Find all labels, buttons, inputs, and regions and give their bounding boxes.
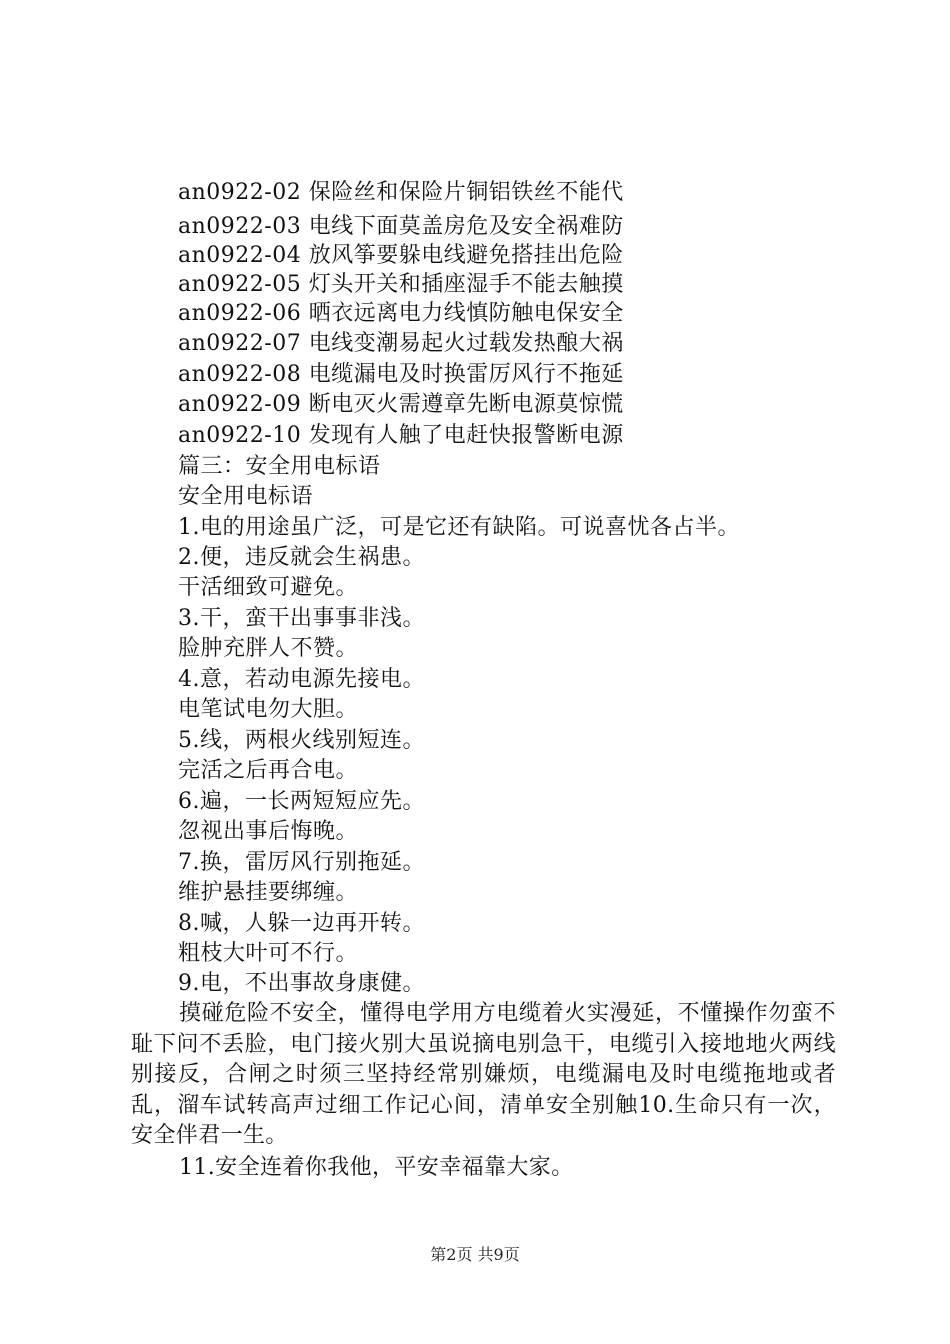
slogan-line: 忽视出事后悔晚。 xyxy=(178,819,359,844)
slogan-line: 9.电，不出事故身康健。 xyxy=(178,971,425,996)
code-line-02: an0922-02 保险丝和保险片铜铝铁丝不能代 xyxy=(178,180,624,205)
code-line-04: an0922-04 放风筝要躲电线避免搭挂出危险 xyxy=(178,243,624,268)
code-line-07: an0922-07 电线变潮易起火过载发热酿大祸 xyxy=(178,331,624,356)
page-footer: 第2页 共9页 xyxy=(430,1245,520,1264)
slogan-line: 脸肿充胖人不赞。 xyxy=(178,636,359,661)
code-line-09: an0922-09 断电灭火需遵章先断电源莫惊慌 xyxy=(178,392,624,417)
code-line-03: an0922-03 电线下面莫盖房危及安全祸难防 xyxy=(178,214,624,239)
closing-paragraph xyxy=(131,1153,836,1184)
slogan-line: 6.遍，一长两短短应先。 xyxy=(178,789,425,814)
slogan-line: 粗枝大叶可不行。 xyxy=(178,941,359,966)
body-paragraph-text: 摸碰危险不安全，懂得电学用方电缆着火实漫延，不懂操作勿蛮不耻下问不丢脸，电门接火别大虽说摘电别急干，电缆引入接地地火两线别接反，合闸之时须三坚持经常别嫌烦，电缆漏电及时电缆拖地或者乱，溜车试转高声过细工作记心间，清单安全别触10.生命只有一次，安全伴君一生。 xyxy=(131,1001,836,1148)
closing-paragraph-text: 11.安全连着你我他，平安幸福靠大家。 xyxy=(179,1155,574,1180)
slogan-line: 电笔试电勿大胆。 xyxy=(178,697,359,722)
slogan-line: 2.便，违反就会生祸患。 xyxy=(178,545,425,570)
slogan-line: 干活细致可避免。 xyxy=(178,575,359,600)
code-line-10: an0922-10 发现有人触了电赶快报警断电源 xyxy=(178,423,624,448)
code-line-05: an0922-05 灯头开关和插座湿手不能去触摸 xyxy=(178,272,624,297)
slogan-line: 5.线，两根火线别短连。 xyxy=(178,728,425,753)
body-paragraph xyxy=(131,999,836,1152)
slogan-line: 4.意，若动电源先接电。 xyxy=(178,667,425,692)
slogan-line: 8.喊，人躲一边再开转。 xyxy=(178,911,425,936)
slogan-line: 完活之后再合电。 xyxy=(178,758,359,783)
code-line-06: an0922-06 晒衣远离电力线慎防触电保安全 xyxy=(178,301,624,326)
slogan-line: 维护悬挂要绑缠。 xyxy=(178,880,359,905)
slogan-line: 1.电的用途虽广泛，可是它还有缺陷。可说喜忧各占半。 xyxy=(178,515,740,540)
section-title: 安全用电标语 xyxy=(178,484,314,509)
section-heading: 篇三：安全用电标语 xyxy=(178,454,381,479)
slogan-line: 3.干，蛮干出事事非浅。 xyxy=(178,606,425,631)
slogan-line: 7.换，雷厉风行别拖延。 xyxy=(178,850,425,875)
code-line-08: an0922-08 电缆漏电及时换雷厉风行不拖延 xyxy=(178,362,624,387)
